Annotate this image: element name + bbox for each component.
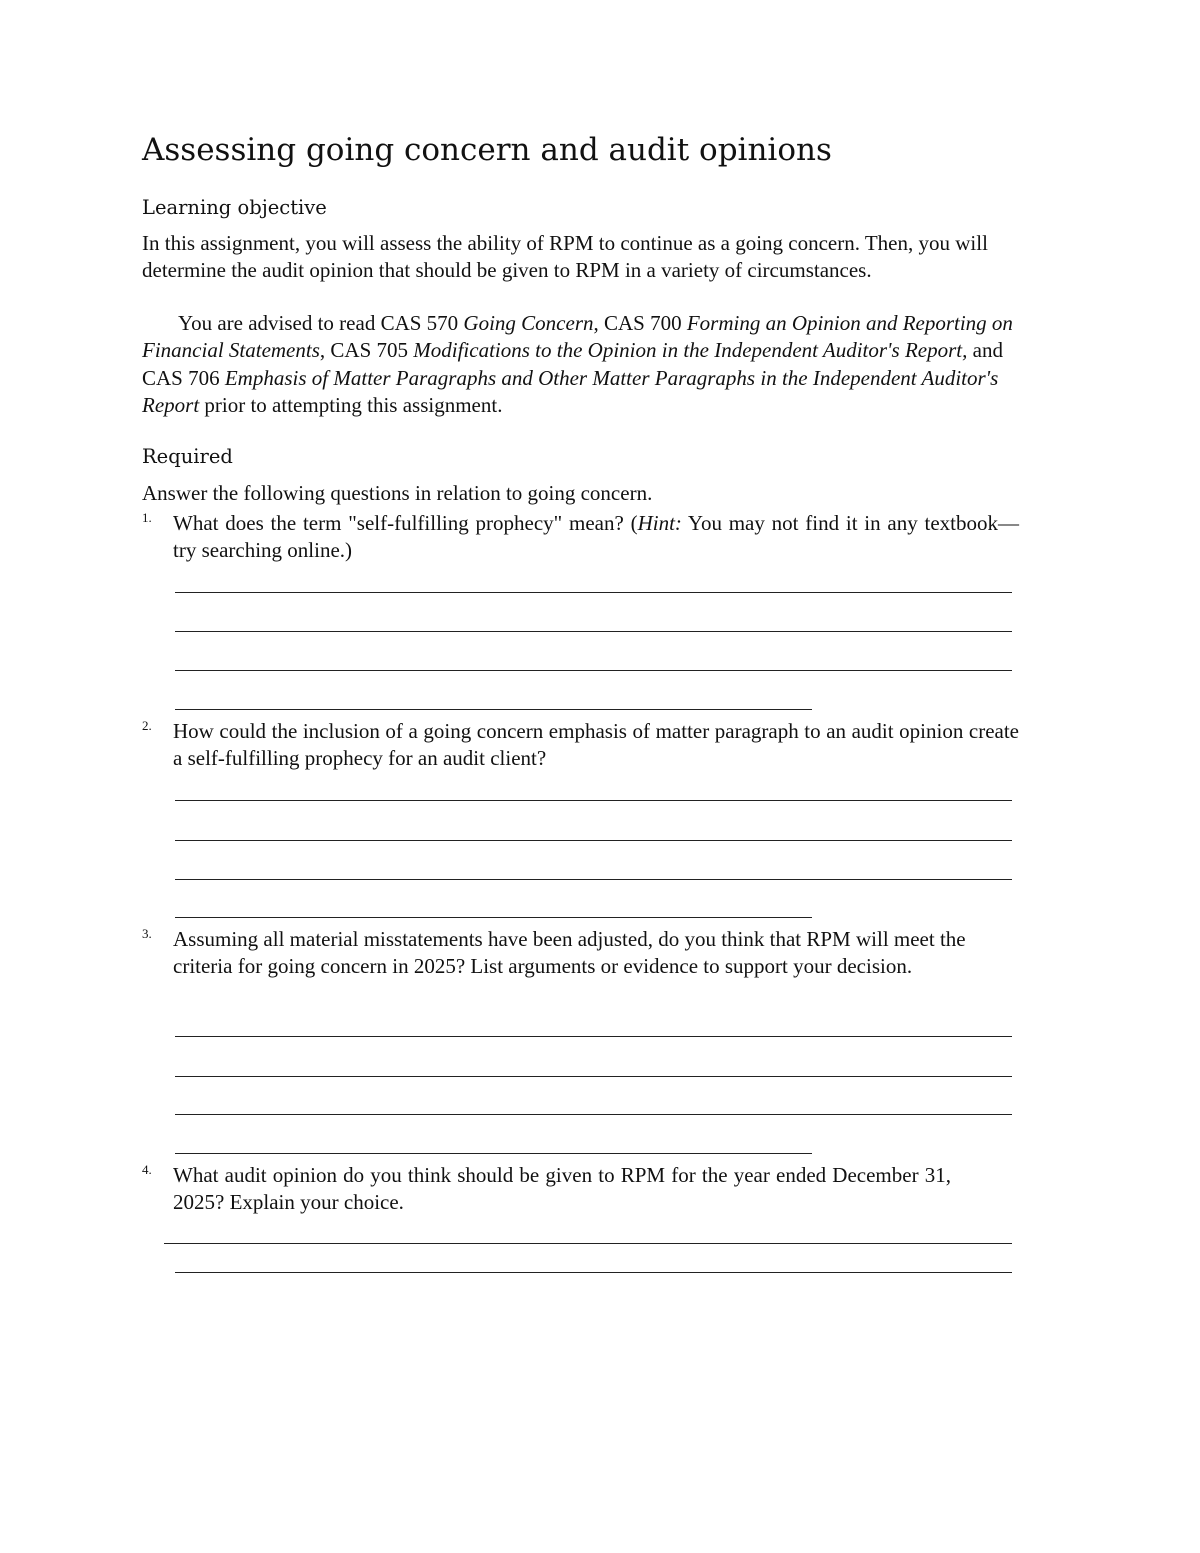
hint-label: Hint: (637, 511, 682, 535)
advice-text: , CAS 700 (593, 311, 687, 335)
answer-line[interactable] (175, 879, 1012, 880)
answer-line[interactable] (175, 1272, 1012, 1273)
advice-standard-title: Emphasis of Matter Paragraphs and Other Matter Paragraphs in the Independent Auditor's Report (142, 365, 999, 417)
page-title: Assessing going concern and audit opinions (142, 132, 832, 168)
advice-text: You are advised to read CAS 570 (178, 311, 464, 335)
advice-standard-title: Forming an Opinion and Reporting on Financial Statements (142, 311, 1013, 363)
question-text: What does the term "self-fulfilling prophecy" mean? ( (173, 511, 638, 535)
learning-objective-heading: Learning objective (142, 196, 327, 219)
answer-line[interactable] (175, 592, 1012, 593)
question-number: 3. (142, 926, 152, 941)
advice-text: and CAS 706 (142, 338, 1003, 390)
advice-text: prior to attempting this assignment. (199, 392, 503, 417)
answer-line[interactable] (175, 1076, 1012, 1077)
answer-line[interactable] (175, 709, 812, 710)
answer-line[interactable] (175, 917, 812, 918)
question-2-text: How could the inclusion of a going concern emphasis of matter paragraph to an audit opinion create a self-fulfilling prophecy for an audit client? (173, 719, 1019, 771)
required-heading: Required (142, 445, 233, 468)
answer-line[interactable] (175, 1153, 812, 1154)
question-1-text (173, 510, 1019, 565)
learning-objective-paragraph: In this assignment, you will assess the ability of RPM to continue as a going concern. Then, you will determine the audit opinion that should be given to RPM in a variety of circumstances. (142, 231, 988, 283)
required-intro: Answer the following questions in relation to going concern. (142, 481, 653, 505)
advice-standard-title: Modifications to the Opinion in the Independent Auditor's Report, (413, 338, 968, 363)
answer-line[interactable] (164, 1243, 1012, 1244)
answer-line[interactable] (175, 840, 1012, 841)
answer-line[interactable] (175, 1036, 1012, 1037)
advice-standard-title: Going Concern (463, 311, 594, 335)
answer-line[interactable] (175, 631, 1012, 632)
question-number: 1. (142, 510, 152, 525)
answer-line[interactable] (175, 670, 1012, 671)
advice-text: , CAS 705 (319, 338, 414, 363)
question-4-text: What audit opinion do you think should be given to RPM for the year ended December 31, 2025? Explain your choice. (173, 1163, 951, 1215)
question-number: 2. (142, 718, 152, 733)
question-number: 4. (142, 1162, 152, 1177)
answer-line[interactable] (175, 1114, 1012, 1115)
question-text: You may not find it in any textbook—try searching online.) (173, 511, 1019, 563)
question-3-text: Assuming all material misstatements have been adjusted, do you think that RPM will meet the criteria for going concern in 2025? List arguments or evidence to support your decision. (173, 927, 966, 979)
reading-advice-paragraph (142, 310, 1030, 419)
answer-line[interactable] (175, 800, 1012, 801)
